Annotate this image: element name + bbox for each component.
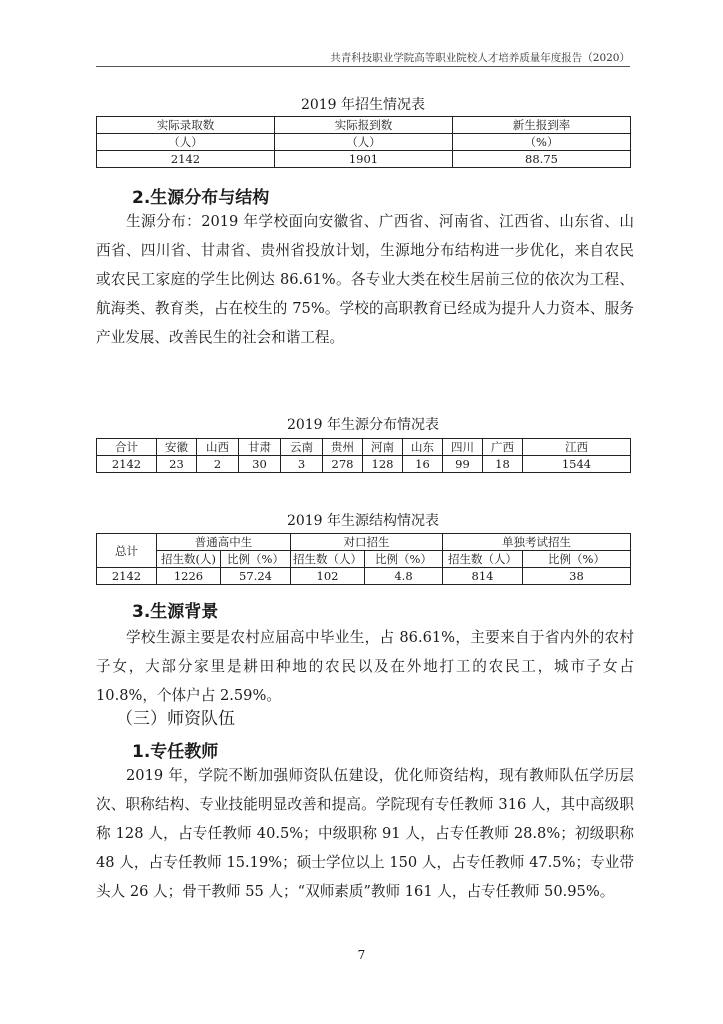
table-cell: 278: [323, 456, 363, 473]
table1-caption: 2019 年招生情况表: [300, 97, 426, 113]
table-header-cell: 河南: [363, 439, 403, 456]
table2-caption: 2019 年生源分布情况表: [286, 417, 440, 433]
table-row: [97, 534, 631, 551]
table-cell: 16: [403, 456, 443, 473]
table-cell: 2142: [97, 151, 275, 168]
table-cell: 2142: [97, 456, 157, 473]
table-header-cell: 安徽: [157, 439, 197, 456]
section-heading-source-background: 3.生源背景: [132, 602, 219, 622]
table-cell: 38: [523, 568, 631, 585]
table-header-cell: 招生数（人）: [291, 551, 365, 568]
page-header: 共青科技职业学院高等职业院校人才培养质量年度报告（2020）: [330, 52, 630, 64]
table-header-cell: 招生数（人）: [443, 551, 523, 568]
table-header-cell: 贵州: [323, 439, 363, 456]
table-header-cell: 比例（%）: [221, 551, 291, 568]
table-header-cell: 新生报到率: [453, 117, 631, 134]
table-header-cell: 甘肃: [239, 439, 281, 456]
table-row: [97, 439, 631, 456]
table-cell: 1901: [275, 151, 453, 168]
source-structure-table: [96, 533, 631, 585]
table3-caption: 2019 年生源结构情况表: [286, 513, 440, 529]
table-cell: 2142: [97, 568, 157, 585]
page-number: 7: [357, 948, 366, 962]
section-heading-source-distribution: 2.生源分布与结构: [132, 188, 270, 208]
table-cell: 4.8: [365, 568, 443, 585]
table-header-cell: 合计: [97, 439, 157, 456]
table-row: [97, 456, 631, 473]
table-cell: 99: [443, 456, 483, 473]
table-unit-cell: （人）: [97, 134, 275, 151]
table-cell: 128: [363, 456, 403, 473]
table-cell: 88.75: [453, 151, 631, 168]
table-header-cell: 比例（%）: [523, 551, 631, 568]
table-header-cell: 山东: [403, 439, 443, 456]
table-header-cell: 山西: [197, 439, 239, 456]
table-row: [97, 151, 631, 168]
table-row: [97, 568, 631, 585]
source-distribution-table: [96, 438, 631, 473]
table-header-cell: 总计: [97, 534, 157, 568]
section-heading-full-time-teachers: 1.专任教师: [132, 742, 219, 762]
table-header-cell: 实际报到数: [275, 117, 453, 134]
table-header-cell: 江西: [523, 439, 631, 456]
table-cell: 814: [443, 568, 523, 585]
full-time-teachers-paragraph: 2019 年，学院不断加强师资队伍建设，优化师资结构，现有教师队伍学历层次、职称结构、专业技能明显改善和提高。学院现有专任教师 316 人，其中高级职称 128 人，占专任教师 40.5%；中级职称 91 人，占专任教师 28.8%；初级职称 48 人，占专任教师 15.19%；硕士学位以上 150 人，占专任教师 47.5%；专业带头人 26 人；骨干教师 55 人；“双师素质”教师 161 人，占专任教师 50.95%。: [96, 767, 634, 900]
table-cell: 2: [197, 456, 239, 473]
header-rule: [96, 66, 630, 67]
source-background-paragraph: 学校生源主要是农村应届高中毕业生，占 86.61%，主要来自于省内外的农村子女，大部分家里是耕田种地的农民以及在外地打工的农民工，城市子女占 10.8%，个体户占 2.59%。: [96, 629, 634, 704]
table-cell: 30: [239, 456, 281, 473]
section-heading-faculty: （三）师资队伍: [116, 709, 235, 729]
source-distribution-paragraph: 生源分布：2019 年学校面向安徽省、广西省、河南省、江西省、山东省、山西省、四川省、甘肃省、贵州省投放计划，生源地分布结构进一步优化，来自农民或农民工家庭的学生比例达 86.61%。各专业大类在校生居前三位的依次为工程、航海类、教育类，占在校生的 75%。学校的高职教育已经成为提升人力资本、服务产业发展、改善民生的社会和谐工程。: [96, 213, 634, 346]
table-row: [97, 134, 631, 151]
table-cell: 23: [157, 456, 197, 473]
table-cell: 1226: [157, 568, 221, 585]
table-header-cell: 比例（%）: [365, 551, 443, 568]
table-cell: 3: [281, 456, 323, 473]
table-cell: 57.24: [221, 568, 291, 585]
table-header-cell: 招生数(人): [157, 551, 221, 568]
table-row: [97, 551, 631, 568]
table-unit-cell: （人）: [275, 134, 453, 151]
table-header-cell: 广西: [483, 439, 523, 456]
table-cell: 18: [483, 456, 523, 473]
table-cell: 102: [291, 568, 365, 585]
table-group-header: 普通高中生: [157, 534, 291, 551]
table-cell: 1544: [523, 456, 631, 473]
table-row: [97, 117, 631, 134]
table-header-cell: 云南: [281, 439, 323, 456]
table-group-header: 单独考试招生: [443, 534, 631, 551]
table-unit-cell: （%）: [453, 134, 631, 151]
table-header-cell: 实际录取数: [97, 117, 275, 134]
enrollment-table: [96, 116, 631, 168]
table-group-header: 对口招生: [291, 534, 443, 551]
table-header-cell: 四川: [443, 439, 483, 456]
